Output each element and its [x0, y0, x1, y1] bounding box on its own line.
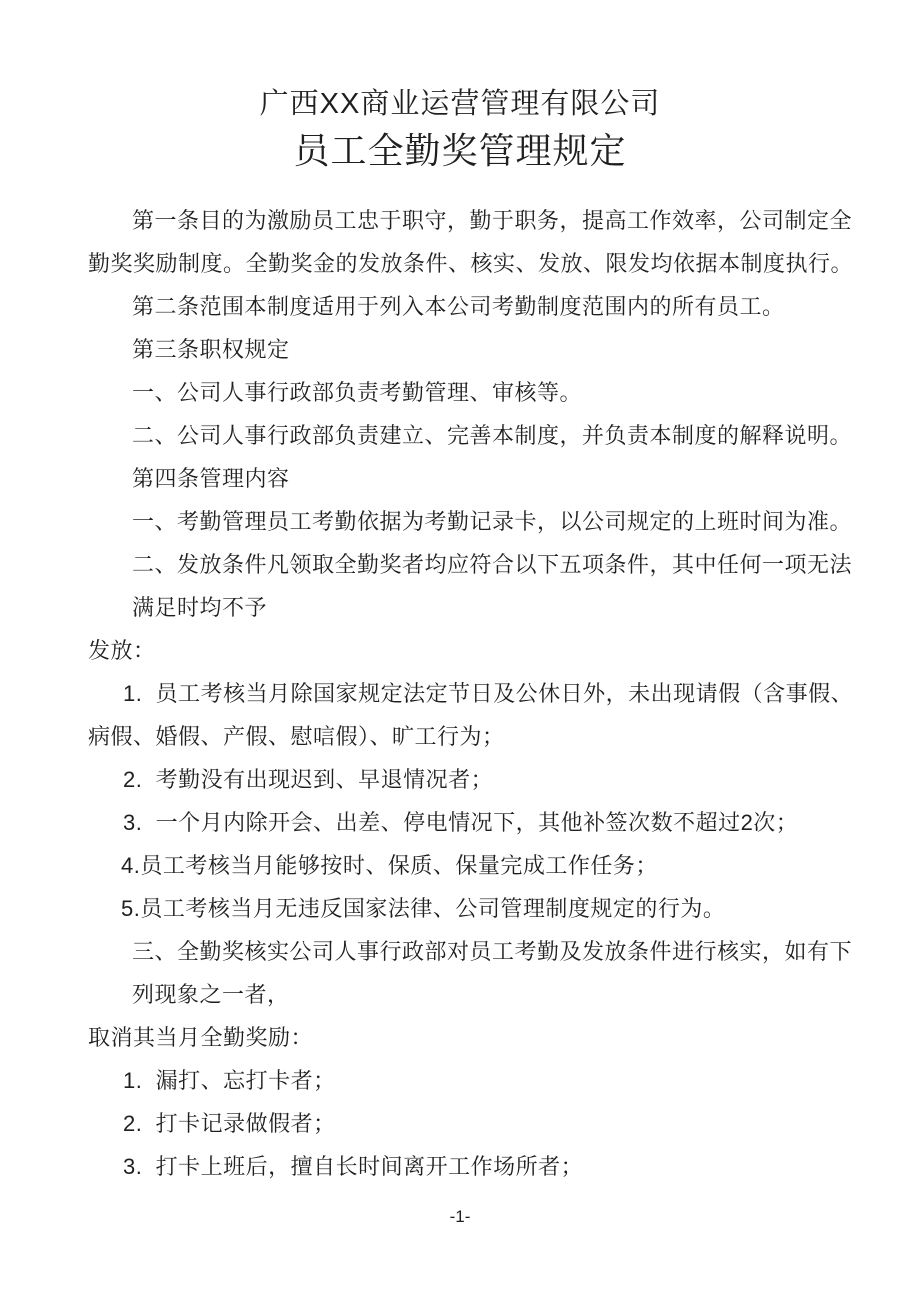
text-line: 第四条管理内容 [132, 466, 290, 491]
text-line: 一、考勤管理员工考勤依据为考勤记录卡，以公司规定的上班时间为准。 [132, 509, 853, 534]
text-line: 二、发放条件凡领取全勤奖者均应符合以下五项条件，其中任何一项无法 [132, 552, 853, 577]
text-line: 二、公司人事行政部负责建立、完善本制度，并负责本制度的解释说明。 [132, 423, 853, 448]
text-line: 取消其当月全勤奖励： [88, 1025, 314, 1050]
text-line: 3. 打卡上班后，擅自长时间离开工作场所者； [123, 1154, 584, 1179]
text-line: 病假、婚假、产假、慰唁假）、旷工行为； [88, 724, 505, 749]
text-line: 4.员工考核当月能够按时、保质、保量完成工作任务； [121, 853, 658, 878]
text-line: 1. 漏打、忘打卡者； [123, 1068, 336, 1093]
document-body [88, 199, 854, 1188]
text-line: 2. 考勤没有出现迟到、早退情况者； [123, 767, 494, 792]
text-line: 一、公司人事行政部负责考勤管理、审核等。 [132, 380, 583, 405]
page-number: -1- [449, 1207, 471, 1226]
text-line: 三、全勤奖核实公司人事行政部对员工考勤及发放条件进行核实，如有下 [132, 939, 853, 964]
text-line: 1. 员工考核当月除国家规定法定节日及公休日外，未出现请假（含事假、 [123, 681, 854, 706]
text-line: 第二条范围本制度适用于列入本公司考勤制度范围内的所有员工。 [132, 294, 785, 319]
text-line: 第一条目的为激励员工忠于职守，勤于职务，提高工作效率，公司制定全 [132, 208, 853, 233]
text-line: 2. 打卡记录做假者； [123, 1111, 336, 1136]
text-line: 5.员工考核当月无违反国家法律、公司管理制度规定的行为。 [121, 896, 726, 921]
document-title: 员工全勤奖管理规定 [293, 130, 627, 171]
text-line: 发放： [88, 638, 156, 663]
text-line: 3. 一个月内除开会、出差、停电情况下，其他补签次数不超过2次； [123, 810, 799, 835]
text-line: 第三条职权规定 [132, 337, 290, 362]
text-line: 勤奖奖励制度。全勤奖金的发放条件、核实、发放、限发均依据本制度执行。 [88, 251, 854, 276]
company-title: 广西XX商业运营管理有限公司 [259, 88, 661, 120]
text-line: 满足时均不予 [132, 595, 268, 620]
text-line: 列现象之一者， [132, 982, 290, 1007]
